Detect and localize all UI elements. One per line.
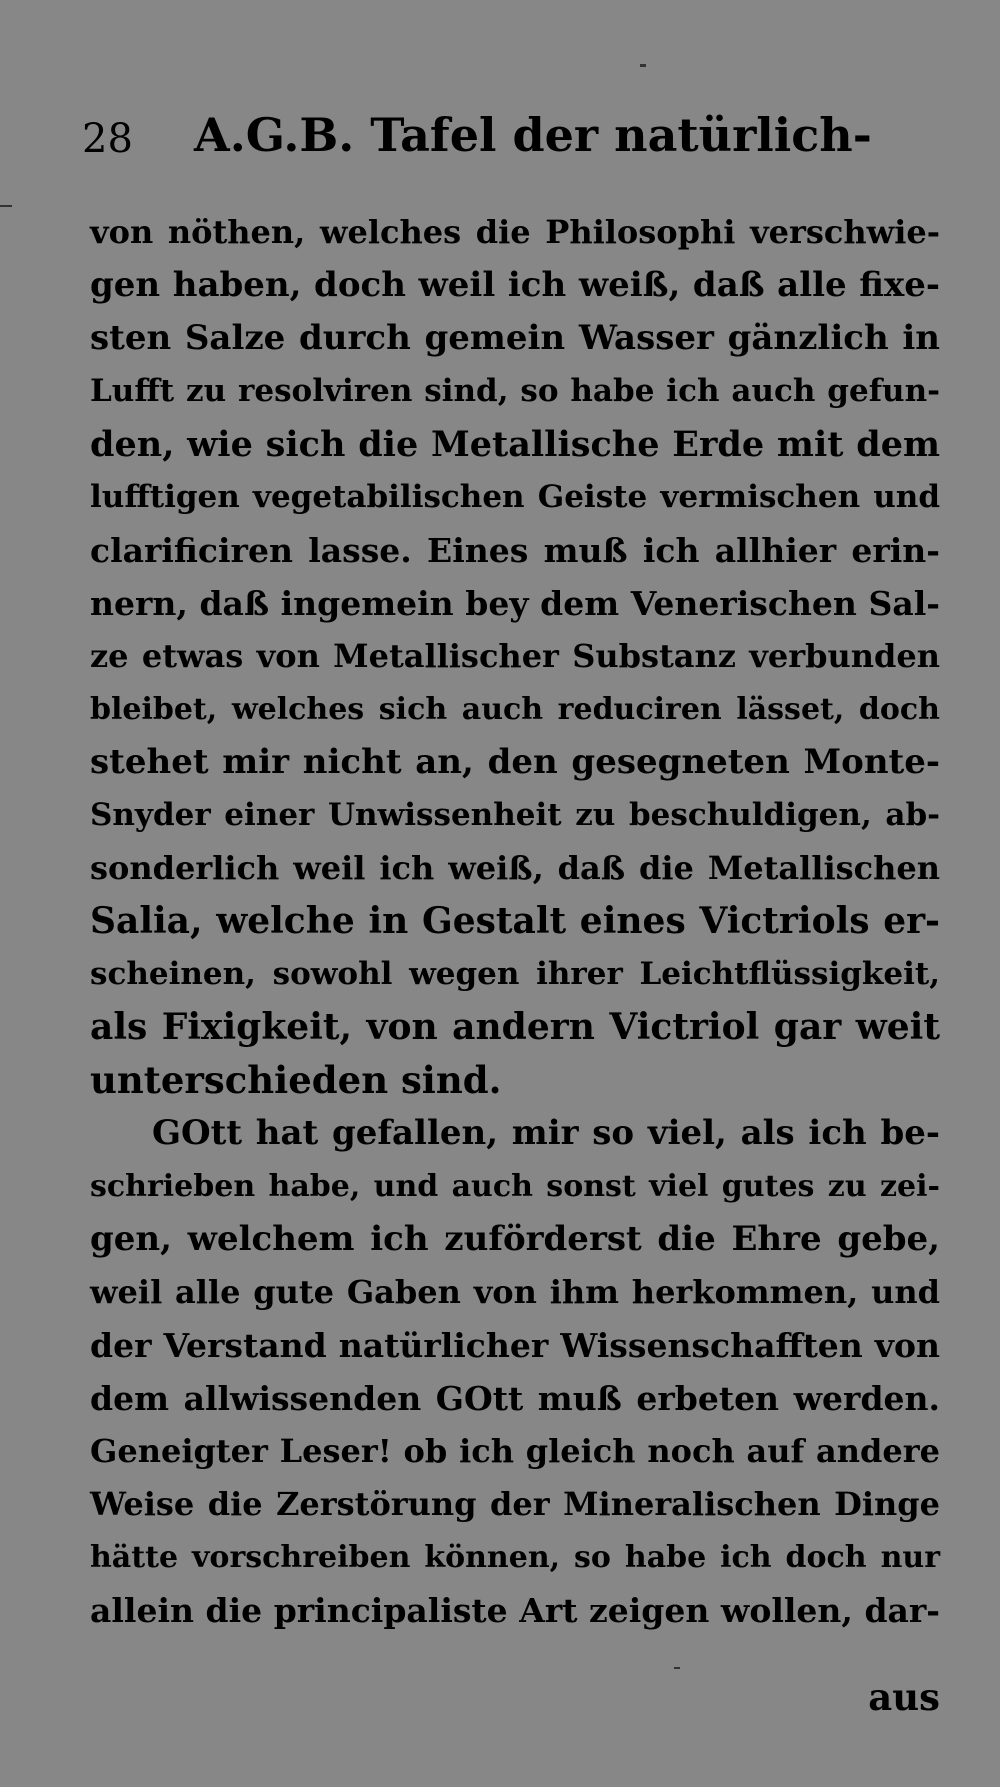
text-line: von nöthen, welches die Philosophi verschwie- xyxy=(90,213,940,251)
ink-speck xyxy=(674,1667,680,1669)
text-line: hätte vorschreiben können, so habe ich doch nur xyxy=(90,1540,940,1575)
text-line: weil alle gute Gaben von ihm herkommen, und xyxy=(90,1273,940,1311)
page-number: 28 xyxy=(82,116,133,162)
text-line: schrieben habe, und auch sonst viel gutes zu zei- xyxy=(90,1169,940,1204)
text-line: als Fixigkeit, von andern Victriol gar weit xyxy=(90,1006,940,1048)
text-line: Snyder einer Unwissenheit zu beschuldigen, ab- xyxy=(90,797,940,833)
text-line: den, wie sich die Metallische Erde mit dem xyxy=(90,424,940,465)
text-line: sonderlich weil ich weiß, daß die Metallischen xyxy=(90,849,940,887)
text-line: scheinen, sowohl wegen ihrer Leichtflüssigkeit, xyxy=(90,956,940,992)
text-line: gen, welchem ich zuförderst die Ehre gebe, xyxy=(90,1219,940,1259)
running-head: A.G.B. Tafel der natürlich- xyxy=(194,108,872,162)
text-line: nern, daß ingemein bey dem Venerischen Sal- xyxy=(90,584,940,623)
text-line: unterschieden sind. xyxy=(90,1058,502,1102)
page-header xyxy=(82,108,932,168)
ink-speck xyxy=(640,64,646,67)
text-line: clarificiren lasse. Eines muß ich allhier erin- xyxy=(90,531,940,570)
text-line: Salia, welche in Gestalt eines Victriols er- xyxy=(90,900,940,942)
ink-speck xyxy=(0,205,12,207)
text-line: gen haben, doch weil ich weiß, daß alle fixe- xyxy=(90,265,940,305)
text-line: sten Salze durch gemein Wasser gänzlich in xyxy=(90,318,940,358)
text-line: ze etwas von Metallischer Substanz verbunden xyxy=(90,637,940,675)
text-line: Geneigter Leser! ob ich gleich noch auf andere xyxy=(90,1432,940,1470)
text-line: GOtt hat gefallen, mir so viel, als ich be- xyxy=(152,1113,940,1153)
text-line: der Verstand natürlicher Wissenschafften von xyxy=(90,1326,940,1365)
text-line: bleibet, welches sich auch reduciren lässet, doch xyxy=(90,692,940,727)
body-text xyxy=(90,206,940,1637)
text-line: Lufft zu resolviren sind, so habe ich auch gefun- xyxy=(90,373,940,409)
text-line: dem allwissenden GOtt muß erbeten werden. xyxy=(90,1379,940,1418)
text-line: stehet mir nicht an, den gesegneten Monte- xyxy=(90,742,940,782)
catchword: aus xyxy=(868,1675,940,1719)
text-line: lufftigen vegetabilischen Geiste vermischen und xyxy=(90,479,940,515)
text-line: Weise die Zerstörung der Mineralischen Dinge xyxy=(90,1485,940,1523)
text-line: allein die principaliste Art zeigen wollen, dar- xyxy=(90,1591,940,1630)
